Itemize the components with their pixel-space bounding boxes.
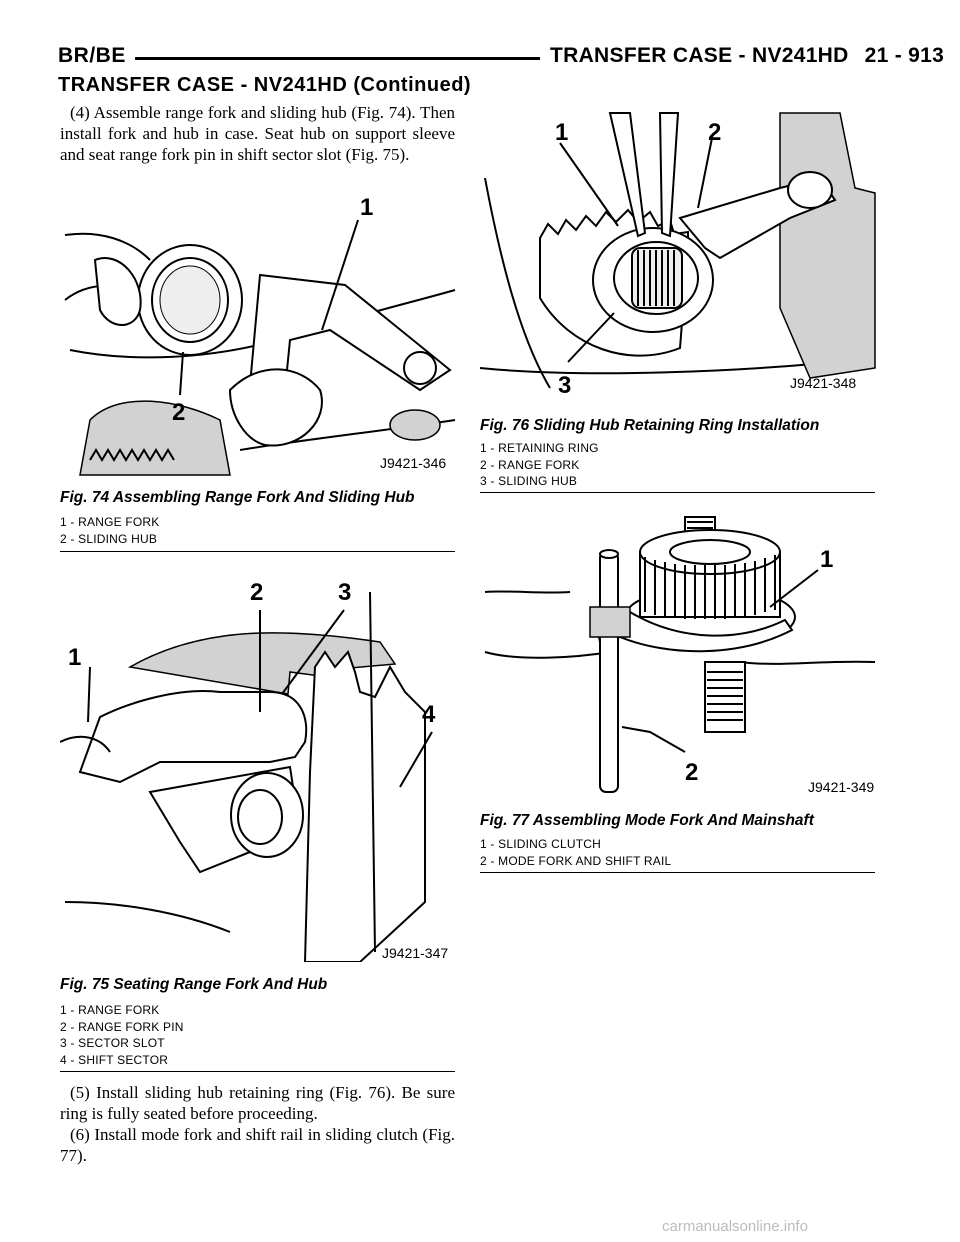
fig74-code: J9421-346: [380, 455, 447, 471]
fig75-legend-item: 1 - RANGE FORK: [60, 1003, 160, 1017]
fig74-legend-item: 2 - SLIDING HUB: [60, 531, 158, 546]
fig75-range-fork: [80, 691, 306, 872]
fig76-leader-1: [560, 143, 618, 226]
header-title: [550, 44, 944, 68]
fig75-leader-1: [88, 667, 90, 722]
fig75-callout-1: 1: [68, 644, 82, 671]
steps-5-6-paragraph: [60, 1082, 455, 1166]
fig77-legend-item: 2 - MODE FORK AND SHIFT RAIL: [480, 853, 672, 868]
fig77-code: J9421-349: [808, 779, 875, 795]
fig76-callout-2: 2: [708, 119, 722, 146]
header-chapter-title: TRANSFER CASE - NV241HD: [550, 44, 849, 67]
fig74-legend-item: 1 - RANGE FORK: [60, 515, 160, 529]
fig75-callout-4: 4: [422, 701, 436, 728]
fig77-legend-item: 1 - SLIDING CLUTCH: [480, 837, 601, 851]
fig75-callout-2: 2: [250, 579, 264, 606]
fig75-illustration: [60, 572, 460, 962]
fig74-callout-2: 2: [172, 399, 186, 426]
fig76-legend-item: 1 - RETAINING RING: [480, 441, 599, 455]
fig76-code: J9421-348: [790, 375, 857, 391]
fig75-callout-3: 3: [338, 579, 352, 606]
fig77-callout-2: 2: [685, 759, 699, 786]
fig76-rule: [480, 492, 875, 493]
fig74-callout-1: 1: [360, 194, 374, 221]
header-section-code: BR/BE: [58, 44, 126, 67]
fig76-illustration: [480, 108, 880, 408]
fig75-legend-item: 4 - SHIFT SECTOR: [60, 1052, 169, 1067]
fig76-leader-2: [698, 138, 712, 208]
step-6-text: (6) Install mode fork and shift rail in sliding clutch (Fig. 77).: [60, 1125, 455, 1165]
fig74-sliding-hub: [138, 245, 242, 355]
header-continued: TRANSFER CASE - NV241HD (Continued): [58, 74, 472, 96]
fig75-legend-item: 3 - SECTOR SLOT: [60, 1036, 165, 1050]
fig74-title: Fig. 74 Assembling Range Fork And Sliding Hub: [60, 489, 415, 506]
fig77-illustration: [480, 512, 880, 802]
fig77-rule: [480, 872, 875, 873]
fig74-legend: [60, 514, 159, 547]
fig77-shift-rail: [590, 550, 630, 792]
step-4-text: (4) Assemble range fork and sliding hub (Fig. 74). Then install fork and hub in case. Seat hub on support sleeve and seat range fork pin in shift sector slot (Fig. 75).: [60, 103, 455, 164]
fig74-bearing: [390, 410, 440, 440]
fig74-illustration: [60, 190, 460, 480]
fig74-leader-2: [180, 352, 183, 395]
fig75-code: J9421-347: [382, 945, 449, 961]
fig76-title: Fig. 76 Sliding Hub Retaining Ring Installation: [480, 417, 820, 434]
fig77-legend: [480, 836, 671, 869]
watermark: carmanualsonline.info: [662, 1218, 808, 1235]
fig77-leader-2: [622, 727, 685, 752]
fig75-rule: [60, 1071, 455, 1072]
fig76-legend-item: 2 - RANGE FORK: [480, 457, 580, 472]
fig77-callout-1: 1: [820, 546, 834, 573]
step-5-text: (5) Install sliding hub retaining ring (Fig. 76). Be sure ring is fully seated before proceeding.: [60, 1083, 455, 1123]
step-4-paragraph: [60, 102, 455, 165]
fig77-title: Fig. 77 Assembling Mode Fork And Mainshaft: [480, 812, 814, 829]
fig74-rule: [60, 551, 455, 552]
fig75-title: Fig. 75 Seating Range Fork And Hub: [60, 976, 328, 993]
fig76-legend-item: 3 - SLIDING HUB: [480, 474, 578, 488]
fig76-callout-1: 1: [555, 119, 569, 146]
fig75-legend: [60, 1002, 184, 1068]
header-rule: [135, 57, 540, 60]
fig76-legend: [480, 440, 599, 490]
header-page-number: 21 - 913: [864, 44, 945, 67]
fig76-callout-3: 3: [558, 372, 572, 399]
fig75-legend-item: 2 - RANGE FORK PIN: [60, 1019, 184, 1034]
